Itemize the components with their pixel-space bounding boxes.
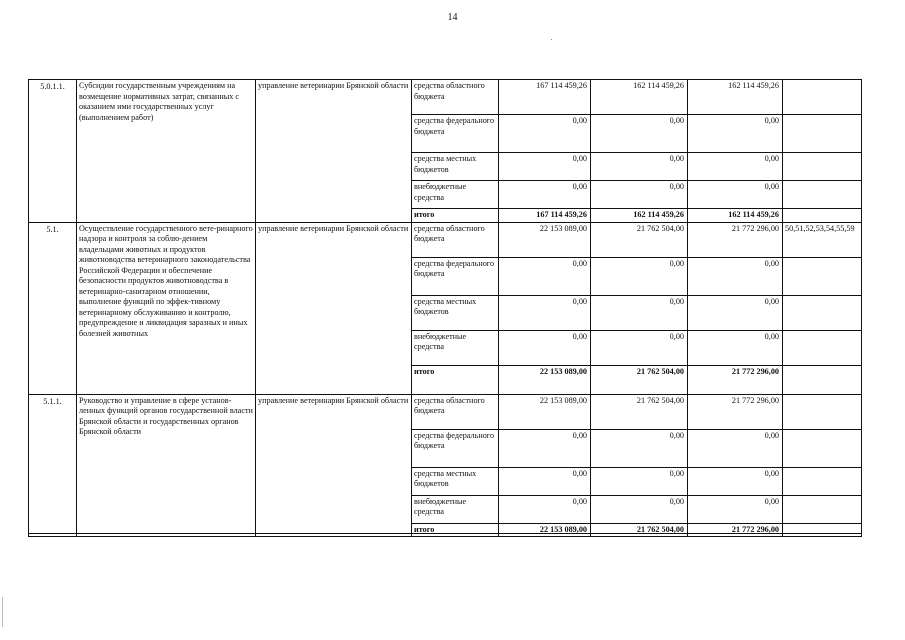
amount-year-3: 21 772 296,00 — [688, 394, 783, 429]
amount-year-2: 0,00 — [591, 429, 688, 467]
executor: управление ветеринарии Брянской области — [256, 222, 412, 394]
funding-source: внебюджетные средства — [412, 495, 499, 523]
amount-year-3: 0,00 — [688, 115, 783, 153]
indicator-refs — [783, 181, 862, 209]
budget-table-body — [29, 80, 862, 537]
amount-year-1: 0,00 — [499, 330, 591, 365]
funding-source: внебюджетные средства — [412, 330, 499, 365]
amount-year-1: 22 153 089,00 — [499, 523, 591, 537]
page-number: 14 — [447, 12, 458, 23]
amount-year-3: 0,00 — [688, 295, 783, 330]
amount-year-1: 0,00 — [499, 257, 591, 295]
amount-year-3: 162 114 459,26 — [688, 209, 783, 223]
amount-year-1: 0,00 — [499, 115, 591, 153]
budget-table — [28, 79, 862, 537]
amount-year-1: 0,00 — [499, 429, 591, 467]
amount-year-1: 0,00 — [499, 181, 591, 209]
funding-source: средства областного бюджета — [412, 222, 499, 257]
amount-year-1: 22 153 089,00 — [499, 365, 591, 394]
amount-year-2: 0,00 — [591, 495, 688, 523]
amount-year-3: 0,00 — [688, 467, 783, 495]
amount-year-2: 0,00 — [591, 181, 688, 209]
amount-year-1: 22 153 089,00 — [499, 394, 591, 429]
executor: управление ветеринарии Брянской области — [256, 80, 412, 223]
funding-source: средства федерального бюджета — [412, 257, 499, 295]
section-code: 5.1. — [29, 222, 77, 394]
amount-year-2: 21 762 504,00 — [591, 523, 688, 537]
amount-year-3: 21 772 296,00 — [688, 365, 783, 394]
executor: управление ветеринарии Брянской области — [256, 394, 412, 537]
section-code: 5.0.1.1. — [29, 80, 77, 223]
row-regional-budget — [29, 222, 862, 257]
amount-year-2: 0,00 — [591, 115, 688, 153]
amount-year-2: 162 114 459,26 — [591, 209, 688, 223]
indicator-refs — [783, 365, 862, 394]
funding-source: средства областного бюджета — [412, 80, 499, 115]
amount-year-2: 0,00 — [591, 467, 688, 495]
amount-year-3: 21 772 296,00 — [688, 523, 783, 537]
indicator-refs — [783, 115, 862, 153]
amount-year-2: 21 762 504,00 — [591, 394, 688, 429]
margin-mark — [2, 597, 3, 627]
indicator-refs — [783, 257, 862, 295]
amount-year-2: 0,00 — [591, 257, 688, 295]
amount-year-3: 0,00 — [688, 257, 783, 295]
amount-year-2: 0,00 — [591, 153, 688, 181]
row-regional-budget — [29, 394, 862, 429]
amount-year-1: 0,00 — [499, 153, 591, 181]
amount-year-3: 0,00 — [688, 153, 783, 181]
section-name: Руководство и управление в сфере установ-ленных функций органов государственной власти Брянской области и государственных органов Брянской области — [77, 394, 256, 537]
amount-year-1: 167 114 459,26 — [499, 209, 591, 223]
amount-year-2: 21 762 504,00 — [591, 365, 688, 394]
amount-year-2: 21 762 504,00 — [591, 222, 688, 257]
funding-source: средства местных бюджетов — [412, 295, 499, 330]
funding-source: внебюджетные средства — [412, 181, 499, 209]
indicator-refs — [783, 495, 862, 523]
indicator-refs — [783, 330, 862, 365]
amount-year-3: 0,00 — [688, 495, 783, 523]
indicator-refs — [783, 80, 862, 115]
section-name: Осуществление государственного вете-ринарного надзора и контроля за соблю-дением владельцами животных и продуктов животноводства ветеринарного законодательства Российской Федерации и обеспечение безопасности продуктов животноводства в ветеринарно-санитарном отношении, выполнение функций по эффек-тивному ветеринарному обслуживанию и контролю, предупреждение и ликвидация заразных и иных болезней животных — [77, 222, 256, 394]
indicator-refs — [783, 467, 862, 495]
funding-source: средства федерального бюджета — [412, 115, 499, 153]
row-regional-budget — [29, 80, 862, 115]
amount-year-2: 0,00 — [591, 295, 688, 330]
table-bottom-border — [28, 533, 861, 534]
section-name: Субсидии государственным учреждениям на возмещение нормативных затрат, связанных с оказанием ими государственных услуг (выполнением работ) — [77, 80, 256, 223]
funding-source: средства областного бюджета — [412, 394, 499, 429]
indicator-refs — [783, 429, 862, 467]
section-code: 5.1.1. — [29, 394, 77, 537]
amount-year-3: 0,00 — [688, 330, 783, 365]
amount-year-3: 21 772 296,00 — [688, 222, 783, 257]
amount-year-1: 22 153 089,00 — [499, 222, 591, 257]
indicator-refs: 50,51,52,53,54,55,59 — [783, 222, 862, 257]
amount-year-1: 0,00 — [499, 495, 591, 523]
indicator-refs — [783, 153, 862, 181]
amount-year-1: 0,00 — [499, 295, 591, 330]
indicator-refs — [783, 295, 862, 330]
funding-source: итого — [412, 365, 499, 394]
indicator-refs — [783, 209, 862, 223]
funding-source: итого — [412, 209, 499, 223]
funding-source: средства местных бюджетов — [412, 467, 499, 495]
funding-source: средства местных бюджетов — [412, 153, 499, 181]
funding-source: итого — [412, 523, 499, 537]
indicator-refs — [783, 394, 862, 429]
funding-source: средства федерального бюджета — [412, 429, 499, 467]
indicator-refs — [783, 523, 862, 537]
amount-year-1: 0,00 — [499, 467, 591, 495]
amount-year-2: 0,00 — [591, 330, 688, 365]
amount-year-3: 0,00 — [688, 181, 783, 209]
amount-year-2: 162 114 459,26 — [591, 80, 688, 115]
amount-year-3: 0,00 — [688, 429, 783, 467]
scan-speck — [551, 39, 552, 40]
amount-year-3: 162 114 459,26 — [688, 80, 783, 115]
amount-year-1: 167 114 459,26 — [499, 80, 591, 115]
